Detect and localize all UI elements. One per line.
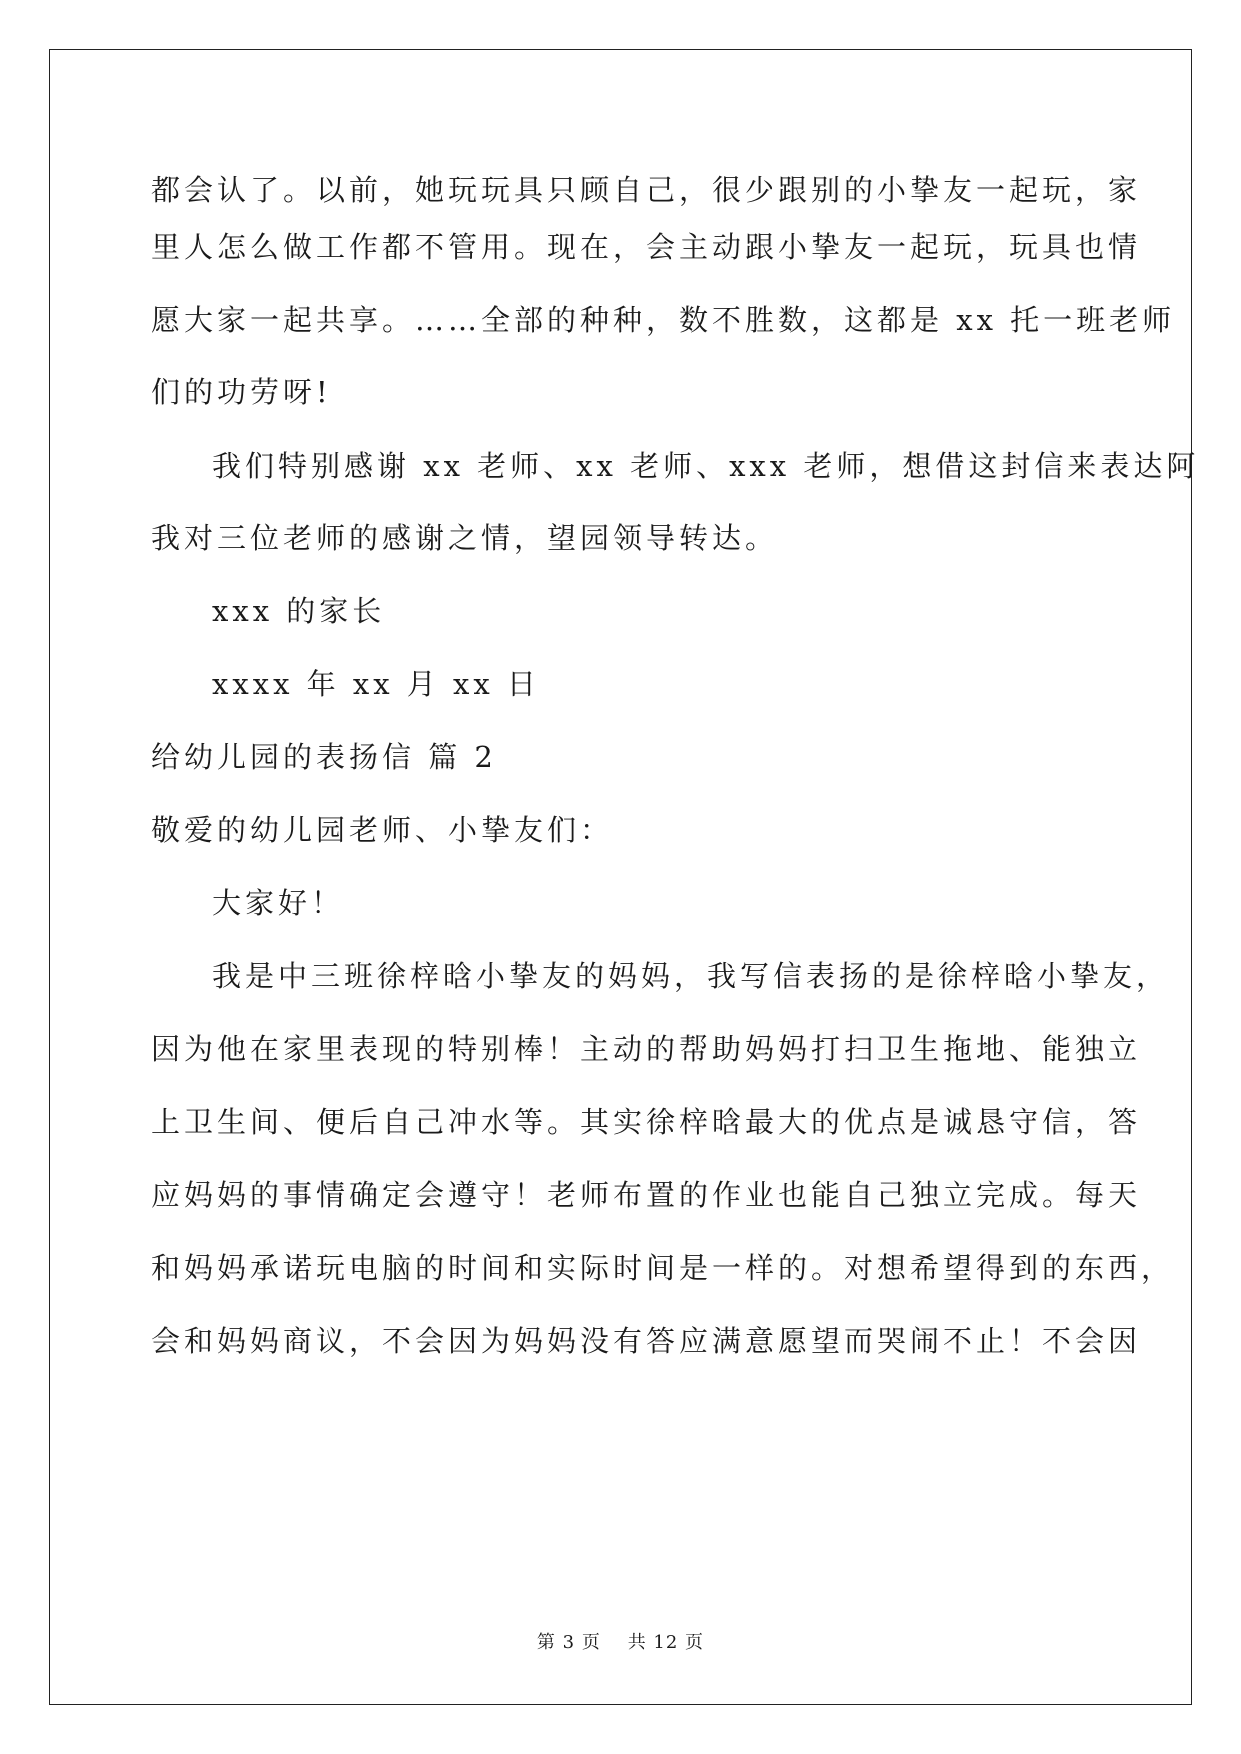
- page-footer: 第 3 页 共 12 页: [536, 1632, 705, 1653]
- body-text-line: 上卫生间、便后自己冲水等。其实徐梓晗最大的优点是诚恳守信，答: [151, 1105, 1142, 1139]
- page-border: [49, 49, 1192, 1705]
- section-heading: 给幼儿园的表扬信 篇 2: [151, 740, 497, 774]
- body-text-line: 都会认了。以前，她玩玩具只顾自己，很少跟别的小挚友一起玩，家: [151, 173, 1142, 207]
- salutation-line: 敬爱的幼儿园老师、小挚友们：: [151, 813, 614, 847]
- date-line: xxxx 年 xx 月 xx 日: [212, 667, 540, 701]
- body-text-line: 因为他在家里表现的特别棒！主动的帮助妈妈打扫卫生拖地、能独立: [151, 1032, 1142, 1066]
- body-text-line: 我是中三班徐梓晗小挚友的妈妈，我写信表扬的是徐梓晗小挚友，: [212, 959, 1170, 993]
- signature-line: xxx 的家长: [212, 594, 386, 628]
- greeting-line: 大家好！: [212, 886, 345, 920]
- body-text-line: 里人怎么做工作都不管用。现在，会主动跟小挚友一起玩，玩具也情: [151, 230, 1142, 264]
- body-text-line: 应妈妈的事情确定会遵守！老师布置的作业也能自己独立完成。每天: [151, 1178, 1142, 1212]
- body-text-line: 和妈妈承诺玩电脑的时间和实际时间是一样的。对想希望得到的东西，: [151, 1251, 1175, 1285]
- body-text-line: 会和妈妈商议，不会因为妈妈没有答应满意愿望而哭闹不止！不会因: [151, 1324, 1142, 1358]
- body-text-line: 们的功劳呀!: [151, 375, 332, 409]
- body-text-line: 我们特别感谢 xx 老师、xx 老师、xxx 老师，想借这封信来表达阿: [212, 449, 1200, 483]
- body-text-line: 我对三位老师的感谢之情，望园领导转达。: [151, 521, 779, 555]
- body-text-line: 愿大家一起共享。……全部的种种，数不胜数，这都是 xx 托一班老师: [151, 303, 1176, 337]
